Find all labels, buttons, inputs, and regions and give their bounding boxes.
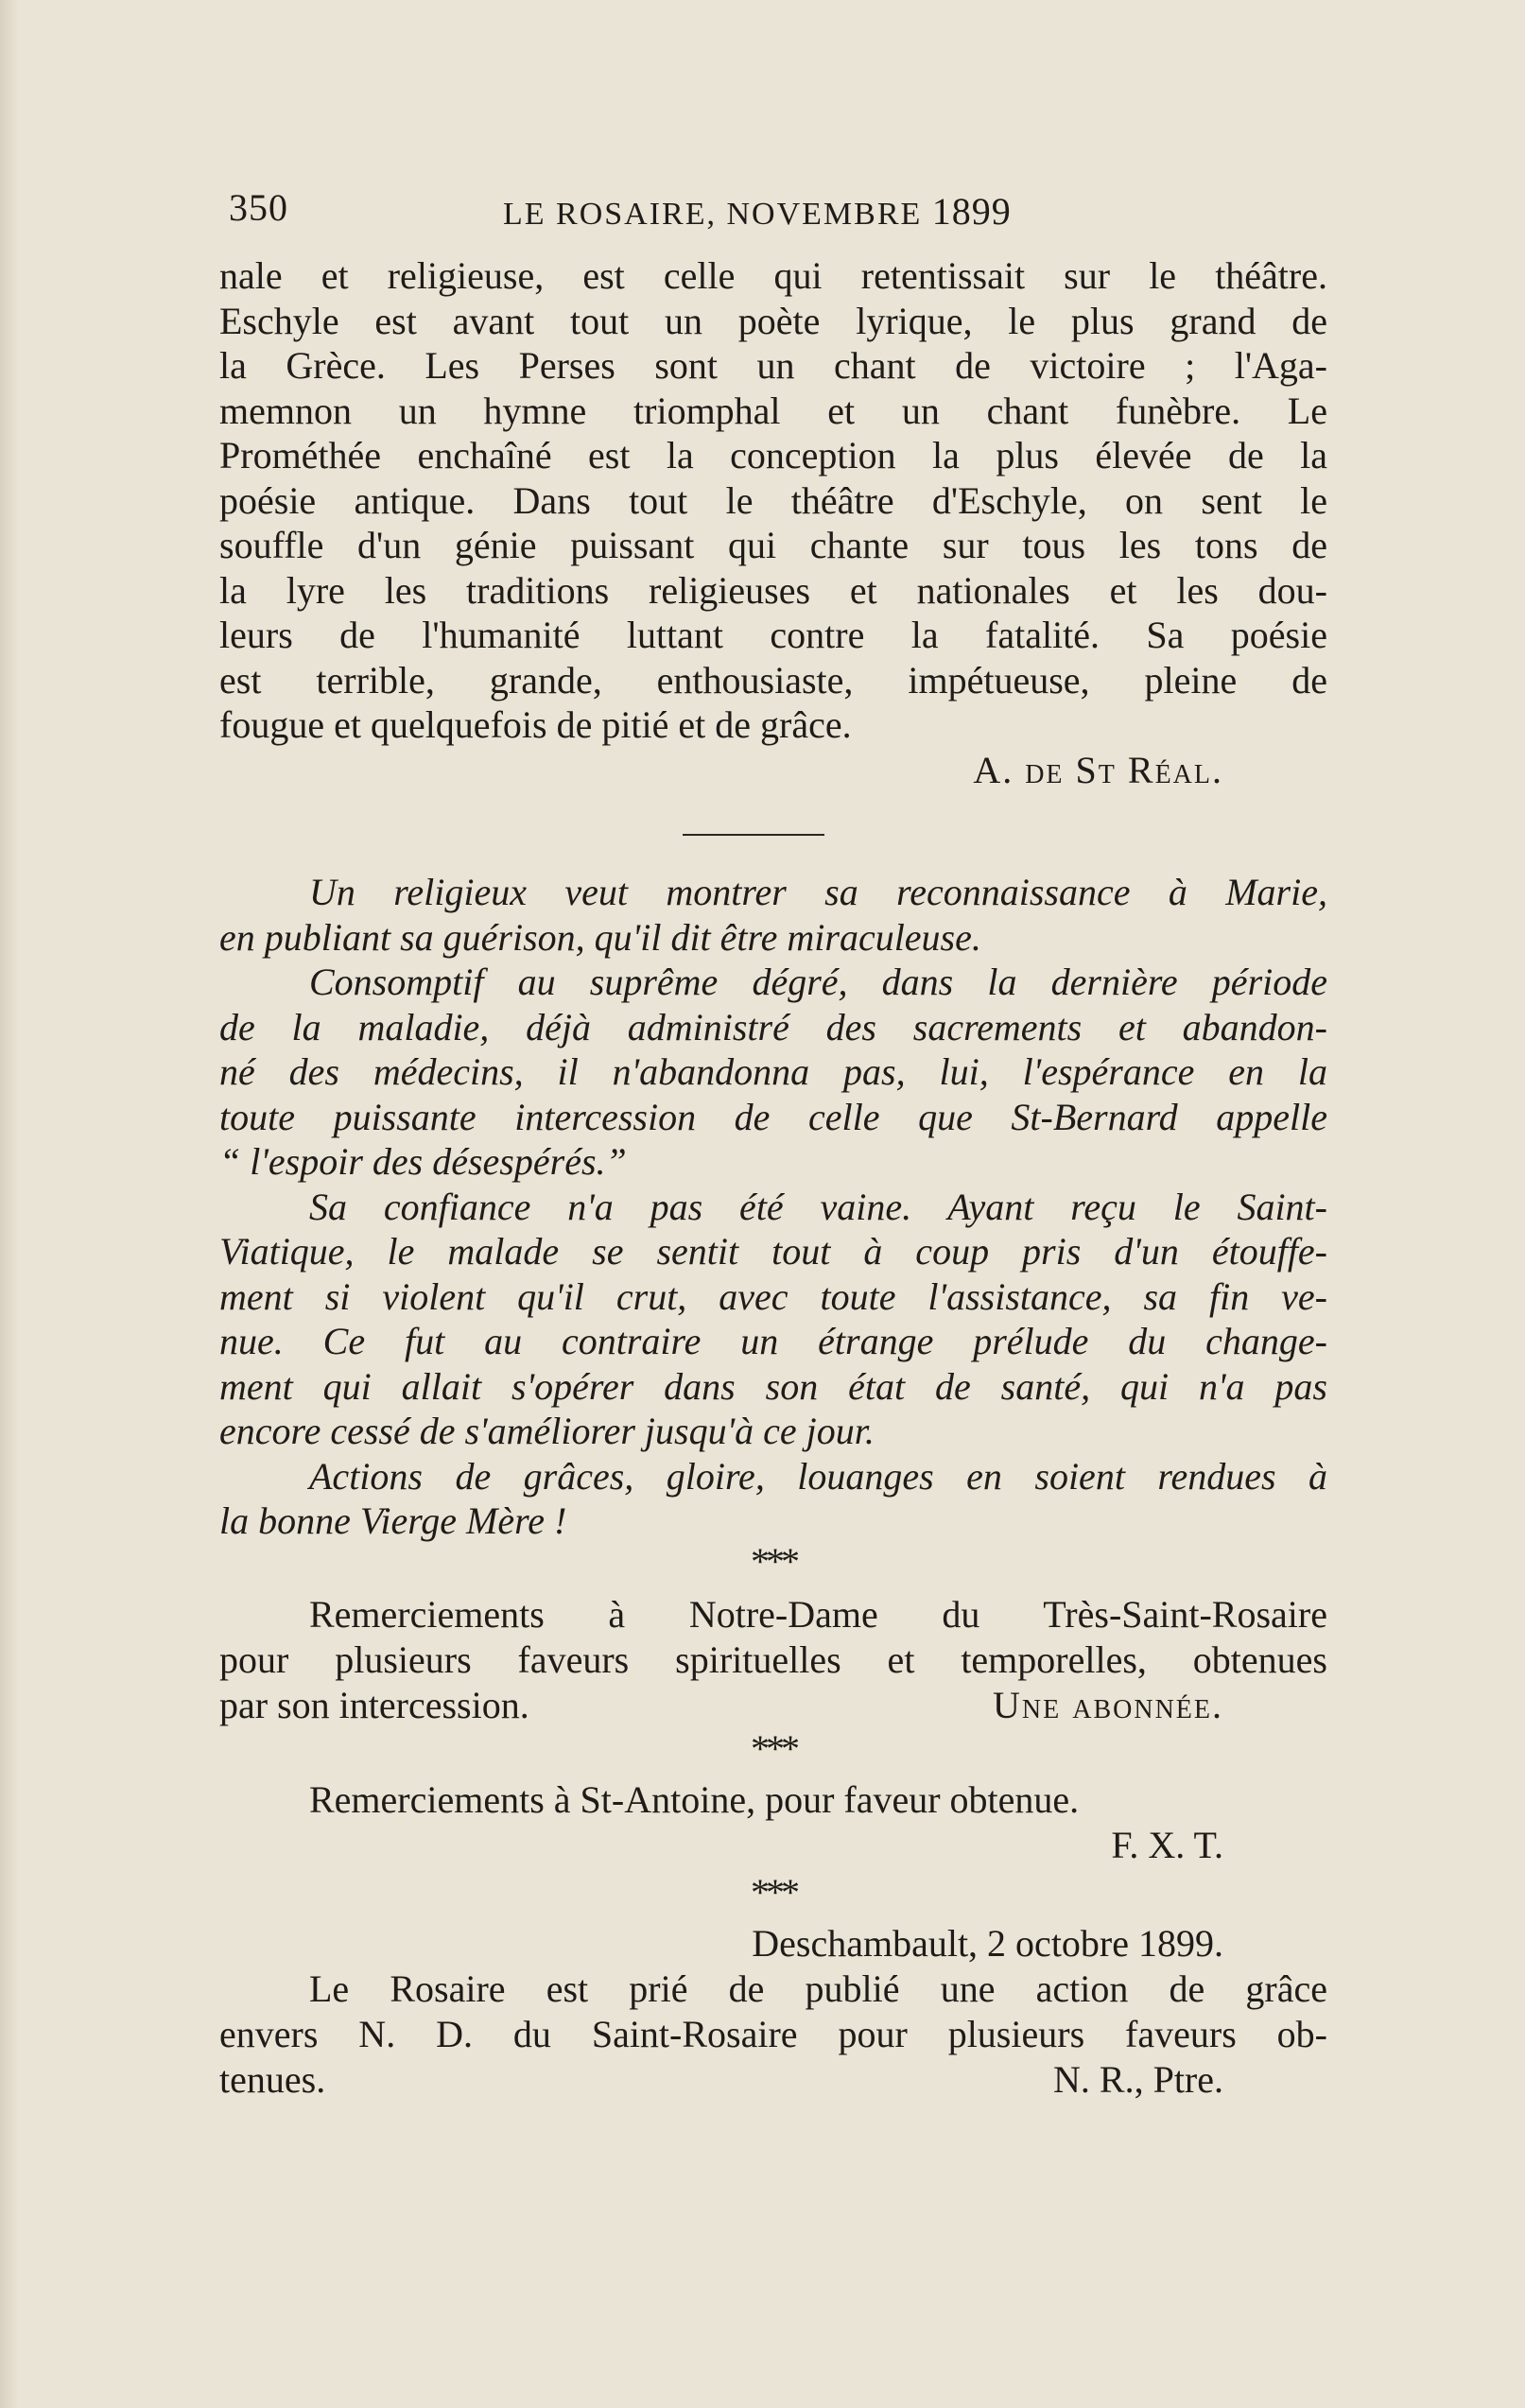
section-divider	[683, 834, 824, 836]
notice2-signature: F. X. T.	[1111, 1824, 1223, 1866]
notice1-line: par son intercession. Une abonnée.	[219, 1683, 1327, 1728]
testimony-line: “ l'espoir des désespérés.”	[219, 1140, 627, 1183]
testimony-line: ment si violent qu'il crut, avec toute l'assistance, sa fin ve-	[219, 1274, 1327, 1318]
testimony-paragraph	[219, 1185, 1327, 1454]
running-head-year: 1899	[931, 190, 1012, 233]
notice3-dateline: Deschambault, 2 octobre 1899.	[752, 1922, 1223, 1965]
testimony-line: nue. Ce fut au contraire un étrange prélude du change-	[219, 1320, 1327, 1362]
testimony-line: encore cessé de s'améliorer jusqu'à ce jour.	[219, 1410, 875, 1452]
notice1-signature: Une abonnée.	[993, 1684, 1223, 1726]
book-spine-shadow	[0, 0, 19, 2408]
notice3-text	[219, 1966, 1327, 2103]
testimony-line: né des médecins, il n'abandonna pas, lui, l'espérance en la	[219, 1050, 1327, 1093]
notice3-line: envers N. D. du Saint-Rosaire pour plusieurs faveurs ob-	[219, 2013, 1327, 2055]
article-line: Eschyle est avant tout un poète lyrique, le plus grand de	[219, 299, 1327, 342]
article-line: fougue et quelquefois de pitié et de grâce.	[219, 703, 852, 746]
testimony-line: Un religieux veut montrer sa reconnaissance à Marie,	[309, 871, 1327, 913]
testimony-line: Consomptif au suprême dégré, dans la dernière période	[309, 961, 1327, 1003]
asterism-1: ***	[751, 1540, 796, 1583]
article-paragraph	[219, 253, 1327, 792]
asterism-2: ***	[751, 1727, 796, 1770]
notice3-signature: N. R., Ptre.	[1053, 2058, 1223, 2101]
notice3-line: tenues. N. R., Ptre.	[219, 2057, 1327, 2103]
testimony-line: en publiant sa guérison, qu'il dit être miraculeuse.	[219, 915, 981, 959]
notice-thanks-st-antoine	[219, 1777, 1327, 1868]
article-line: la lyre les traditions religieuses et nationales et les dou-	[219, 568, 1327, 612]
article-signature: A. de St Réal.	[973, 748, 1223, 791]
article-text	[219, 253, 1327, 748]
testimony-paragraph	[219, 870, 1327, 960]
notice1-line: Remerciements à Notre-Dame du Très-Saint-Rosaire	[309, 1593, 1327, 1636]
article-line: memnon un hymne triomphal et un chant funèbre. Le	[219, 389, 1327, 432]
page-number: 350	[229, 186, 288, 229]
notice2-text: Remerciements à St-Antoine, pour faveur obtenue.	[309, 1778, 1080, 1821]
testimony-line: ment qui allait s'opérer dans son état de santé, qui n'a pas	[219, 1364, 1327, 1408]
article-line: est terrible, grande, enthousiaste, impétueuse, pleine de	[219, 658, 1327, 702]
running-head	[503, 189, 1012, 234]
running-head-title: LE ROSAIRE, NOVEMBRE	[503, 197, 923, 232]
article-line: nale et religieuse, est celle qui retentissait sur le théâtre.	[219, 254, 1327, 297]
testimony-paragraph	[219, 960, 1327, 1185]
notice1-text	[219, 1592, 1327, 1728]
article-line: poésie antique. Dans tout le théâtre d'Eschyle, on sent le	[219, 478, 1327, 522]
notice-thanks-notre-dame	[219, 1592, 1327, 1728]
article-line: leurs de l'humanité luttant contre la fatalité. Sa poésie	[219, 614, 1327, 656]
article-line: Prométhée enchaîné est la conception la plus élevée de la	[219, 434, 1327, 476]
testimony-line: Actions de grâces, gloire, louanges en soient rendues à	[309, 1454, 1327, 1498]
testimony-paragraph	[219, 1454, 1327, 1544]
running-header	[219, 185, 1327, 242]
notice3-line: Le Rosaire est prié de publié une action de grâce	[309, 1967, 1327, 2010]
asterism-3: ***	[751, 1871, 796, 1914]
testimony-line: Viatique, le malade se sentit tout à coup pris d'un étouffe-	[219, 1230, 1327, 1273]
testimony-line: Sa confiance n'a pas été vaine. Ayant reçu le Saint-	[309, 1185, 1327, 1228]
notice1-line: pour plusieurs faveurs spirituelles et temporelles, obtenues	[219, 1638, 1327, 1681]
testimony-line: la bonne Vierge Mère !	[219, 1499, 567, 1542]
notice-deschambault	[219, 1921, 1327, 2103]
testimony-line: toute puissante intercession de celle que St-Bernard appelle	[219, 1095, 1327, 1138]
article-line: souffle d'un génie puissant qui chante sur tous les tons de	[219, 524, 1327, 566]
testimony-block	[219, 870, 1327, 1544]
testimony-line: de la maladie, déjà administré des sacrements et abandon-	[219, 1005, 1327, 1048]
article-line: la Grèce. Les Perses sont un chant de victoire ; l'Aga-	[219, 344, 1327, 387]
